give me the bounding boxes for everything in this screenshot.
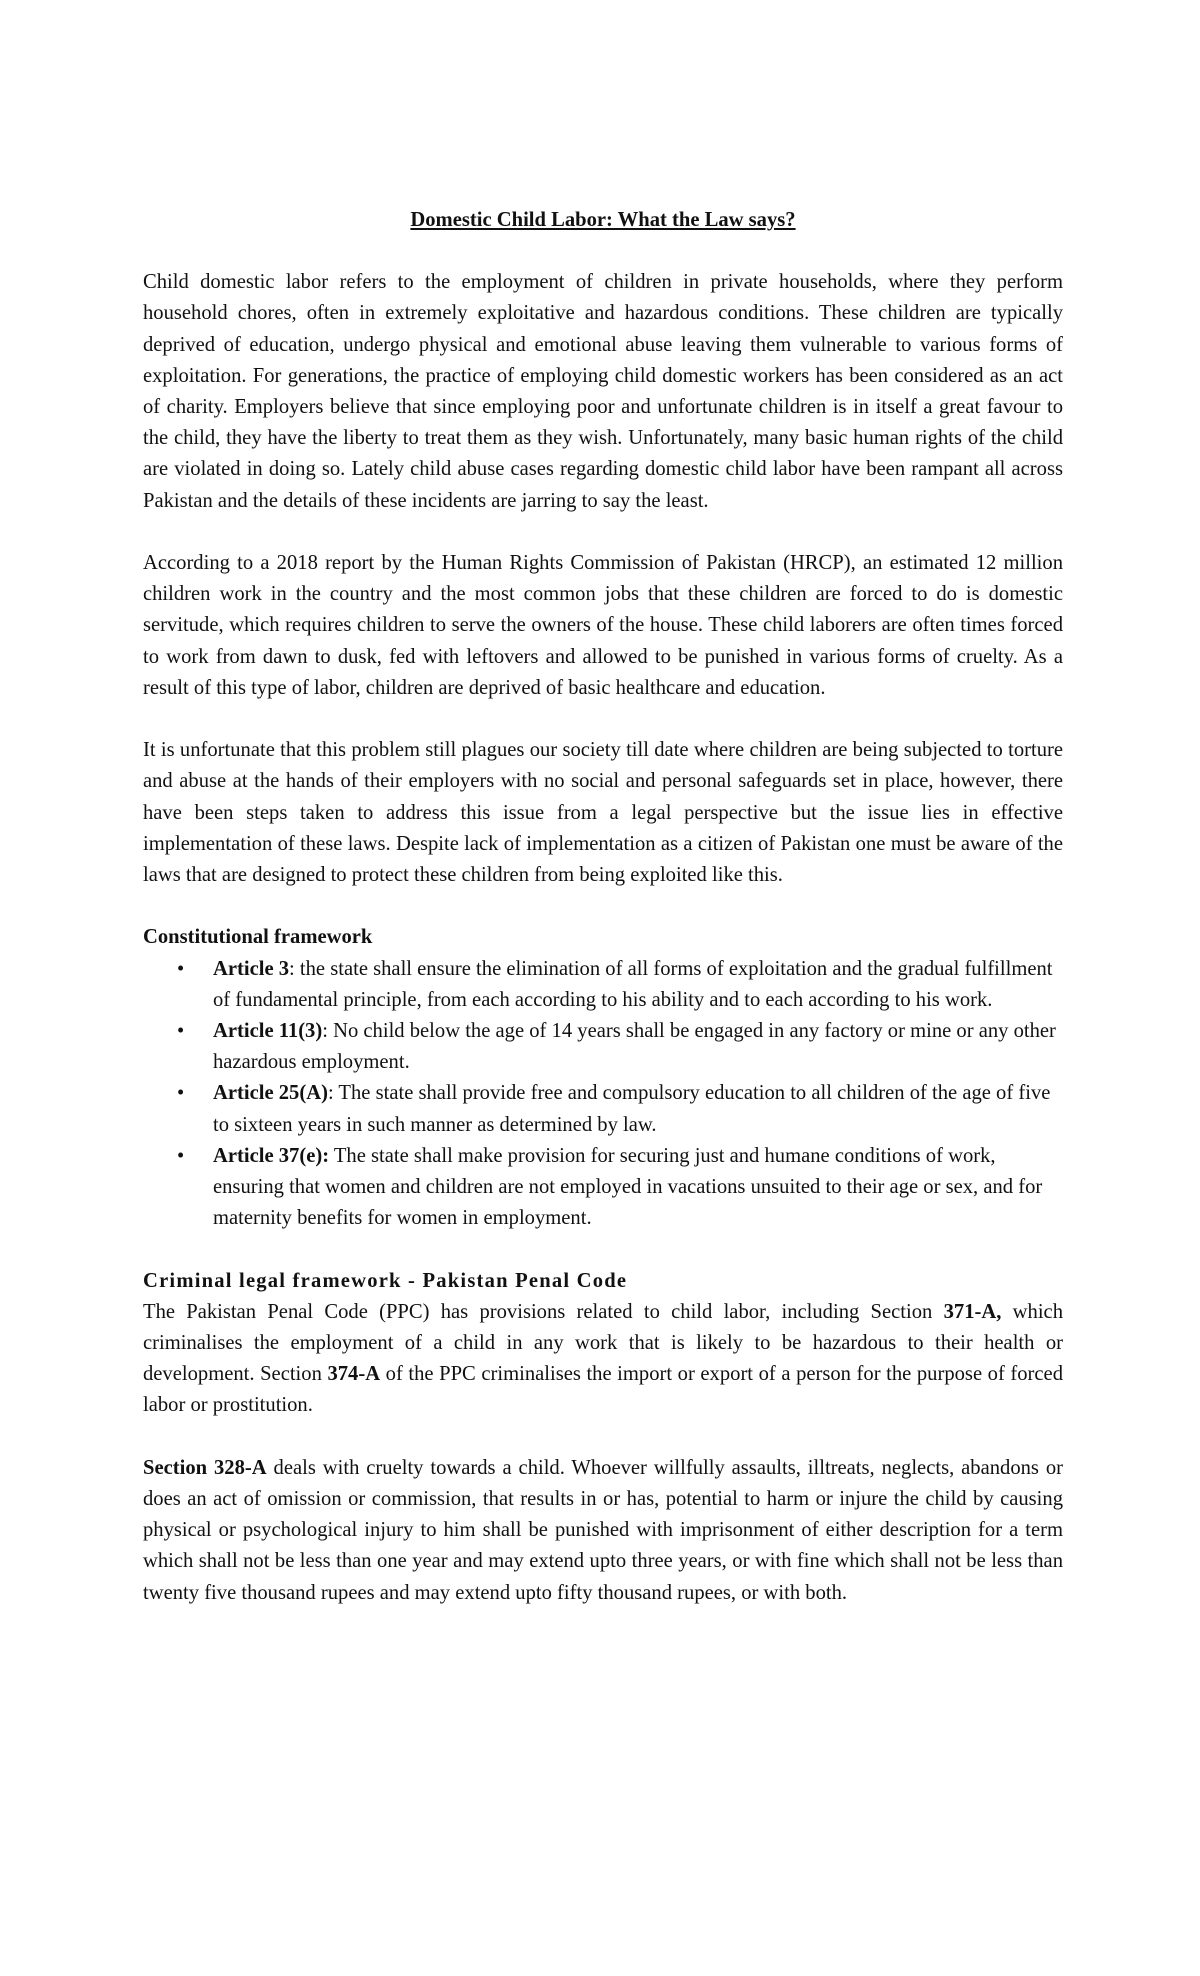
bullet-icon: •	[177, 957, 185, 980]
article-text: : the state shall ensure the elimination of all forms of exploitation and the gradual fulfillment of fundamental principle, from each according to his ability and to each according to his work.	[213, 957, 1053, 1011]
criminal-framework-heading: Criminal legal framework - Pakistan Penal Code	[143, 1269, 628, 1292]
article-label: Article 25(A)	[213, 1082, 328, 1105]
article-label: Article 37(e):	[213, 1144, 330, 1167]
article-text: The state shall make provision for securing just and humane conditions of work, ensuring that women and children are not employed in vacations unsuited to their age or sex, and for maternity benefits for women in employment.	[213, 1144, 1043, 1230]
bullet-icon: •	[177, 1020, 185, 1043]
bullet-icon: •	[177, 1082, 185, 1105]
ppc-provisions-paragraph	[143, 1297, 1063, 1422]
implementation-paragraph: It is unfortunate that this problem still plagues our society till date where children are being subjected to torture and abuse at the hands of their employers with no social and personal safeguards set in place, however, there have been steps taken to address this issue from a legal perspective but the issue lies in effective implementation of these laws. Despite lack of implementation as a citizen of Pakistan one must be aware of the laws that are designed to protect these children from being exploited like this.	[143, 739, 1063, 887]
document-title: Domestic Child Labor: What the Law says?	[410, 209, 796, 231]
section-328a-text: deals with cruelty towards a child. Whoever willfully assaults, illtreats, neglects, abandons or does an act of omission or commission, that results in or has, potential to harm or injure the child by causing physical or psychological injury to him shall be punished with imprisonment of either description for a term which shall not be less than one year and may extend upto three years, or with fine which shall not be less than twenty five thousand rupees and may extend upto fifty thousand rupees, or with both.	[143, 1456, 1063, 1604]
section-371a-label: 371-A,	[943, 1300, 1002, 1323]
section-374a-label: 374-A	[327, 1363, 381, 1386]
ppc-intro-text-b: which criminalises the employment of a child in any work that is likely to be hazardous to their health or development. Section	[143, 1300, 1063, 1386]
constitutional-heading: Constitutional framework	[143, 926, 373, 949]
article-list-item	[177, 1141, 1063, 1235]
article-list-item	[177, 954, 1063, 1016]
article-text: : The state shall provide free and compulsory education to all children of the age of five to sixteen years in such manner as determined by law.	[213, 1082, 1051, 1136]
ppc-intro-text-a: The Pakistan Penal Code (PPC) has provisions related to child labor, including Section	[143, 1300, 944, 1323]
section-328a-label: Section 328-A	[143, 1456, 267, 1479]
bullet-icon: •	[177, 1144, 185, 1167]
section-328a-paragraph	[143, 1453, 1063, 1609]
document-page	[143, 205, 1063, 1640]
article-label: Article 3	[213, 957, 290, 980]
article-label: Article 11(3)	[213, 1020, 323, 1043]
hrcp-report-paragraph: According to a 2018 report by the Human Rights Commission of Pakistan (HRCP), an estimated 12 million children work in the country and the most common jobs that these children are forced to do is domestic servitude, which requires children to serve the owners of the house. These child laborers are often times forced to work from dawn to dusk, fed with leftovers and allowed to be punished in various forms of cruelty. As a result of this type of labor, children are deprived of basic healthcare and education.	[143, 552, 1063, 699]
intro-paragraph: Child domestic labor refers to the employment of children in private households, where they perform household chores, often in extremely exploitative and hazardous conditions. These children are typically deprived of education, undergo physical and emotional abuse leaving them vulnerable to various forms of exploitation. For generations, the practice of employing child domestic workers has been considered as an act of charity. Employers believe that since employing poor and unfortunate children is in itself a great favour to the child, they have the liberty to treat them as they wish. Unfortunately, many basic human rights of the child are violated in doing so. Lately child abuse cases regarding domestic child labor have been rampant all across Pakistan and the details of these incidents are jarring to say the least.	[143, 271, 1063, 512]
constitutional-article-list	[143, 954, 1063, 1235]
article-list-item	[177, 1078, 1063, 1140]
article-list-item	[177, 1016, 1063, 1078]
ppc-intro-text-c: of the PPC criminalises the import or export of a person for the purpose of forced labor or prostitution.	[143, 1363, 1063, 1417]
article-text: : No child below the age of 14 years shall be engaged in any factory or mine or any other hazardous employment.	[213, 1020, 1056, 1074]
